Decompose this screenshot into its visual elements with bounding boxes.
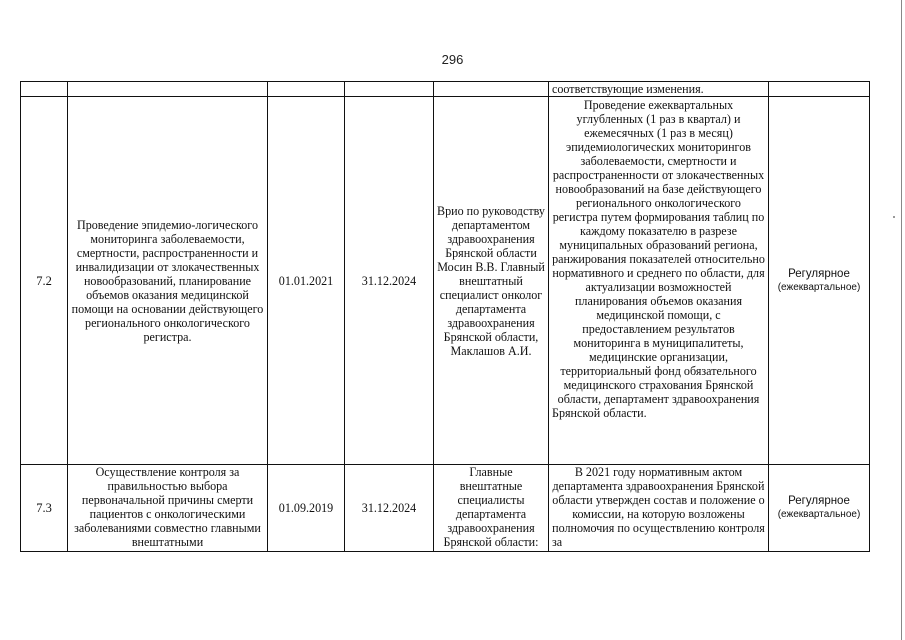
description-cell: Проведение ежеквартальных углубленных (1 раз в квартал) и ежемесячных (1 раз в месяц) эпидемиологических мониторингов заболеваемости, смертности и распространенности от злокачественных новообразований на базе действующего регионального онкологического регистра путем формирования таблиц по каждому показателю в разрезе муниципальных образований региона, ранжирования показателей относительно нормативного и среднего по области, для актуализации возможностей планирования объемов оказания медицинской помощи, с предоставлением результатов мониторинга в муниципалитеты, медицинские организации, территориальный фонд обязательного медицинского страхования Брянской области, департамент здравоохранения Брянской области.	[549, 97, 769, 465]
type-label: Регулярное	[788, 267, 850, 280]
type-cell	[769, 465, 870, 552]
end-date-cell	[345, 82, 434, 97]
scan-artifact-dot	[893, 216, 895, 218]
responsible-cell	[434, 82, 549, 97]
measures-table	[20, 81, 870, 552]
event-cell	[68, 82, 268, 97]
table-row	[21, 465, 870, 552]
end-date-cell: 31.12.2024	[345, 465, 434, 552]
start-date-cell: 01.01.2021	[268, 97, 345, 465]
event-cell: Осуществление контроля за правильностью выбора первоначальной причины смерти пациентов с онкологическими заболеваниями совместно главными внештатными	[68, 465, 268, 552]
row-number-cell	[21, 82, 68, 97]
end-date-cell: 31.12.2024	[345, 97, 434, 465]
row-number-cell: 7.3	[21, 465, 68, 552]
type-cell	[769, 97, 870, 465]
start-date-cell: 01.09.2019	[268, 465, 345, 552]
table-row	[21, 97, 870, 465]
description-cell: соответствующие изменения.	[549, 82, 769, 97]
responsible-cell: Врио по руководству департаментом здравоохранения Брянской области Мосин В.В. Главный внештатный специалист онколог департамента здравоохранения Брянской области, Маклашов А.И.	[434, 97, 549, 465]
type-cell	[769, 82, 870, 97]
page-number: 296	[441, 52, 464, 67]
type-period: (ежеквартальное)	[777, 509, 861, 520]
scan-edge-line	[901, 0, 902, 640]
responsible-cell: Главные внештатные специалисты департамента здравоохранения Брянской области:	[434, 465, 549, 552]
row-number-cell: 7.2	[21, 97, 68, 465]
start-date-cell	[268, 82, 345, 97]
description-cell: В 2021 году нормативным актом департамента здравоохранения Брянской области утвержден состав и положение о комиссии, на которую возложены полномочия по осуществлению контроля за	[549, 465, 769, 552]
type-period: (ежеквартальное)	[777, 281, 861, 293]
type-label: Регулярное	[788, 495, 850, 507]
table-row	[21, 82, 870, 97]
event-cell: Проведение эпидемио-логического мониторинга заболеваемости, смертности, распространенности и инвалидизации от злокачественных новообразований, планирование объемов оказания медицинской помощи на основании действующего регионального онкологического регистра.	[68, 97, 268, 465]
